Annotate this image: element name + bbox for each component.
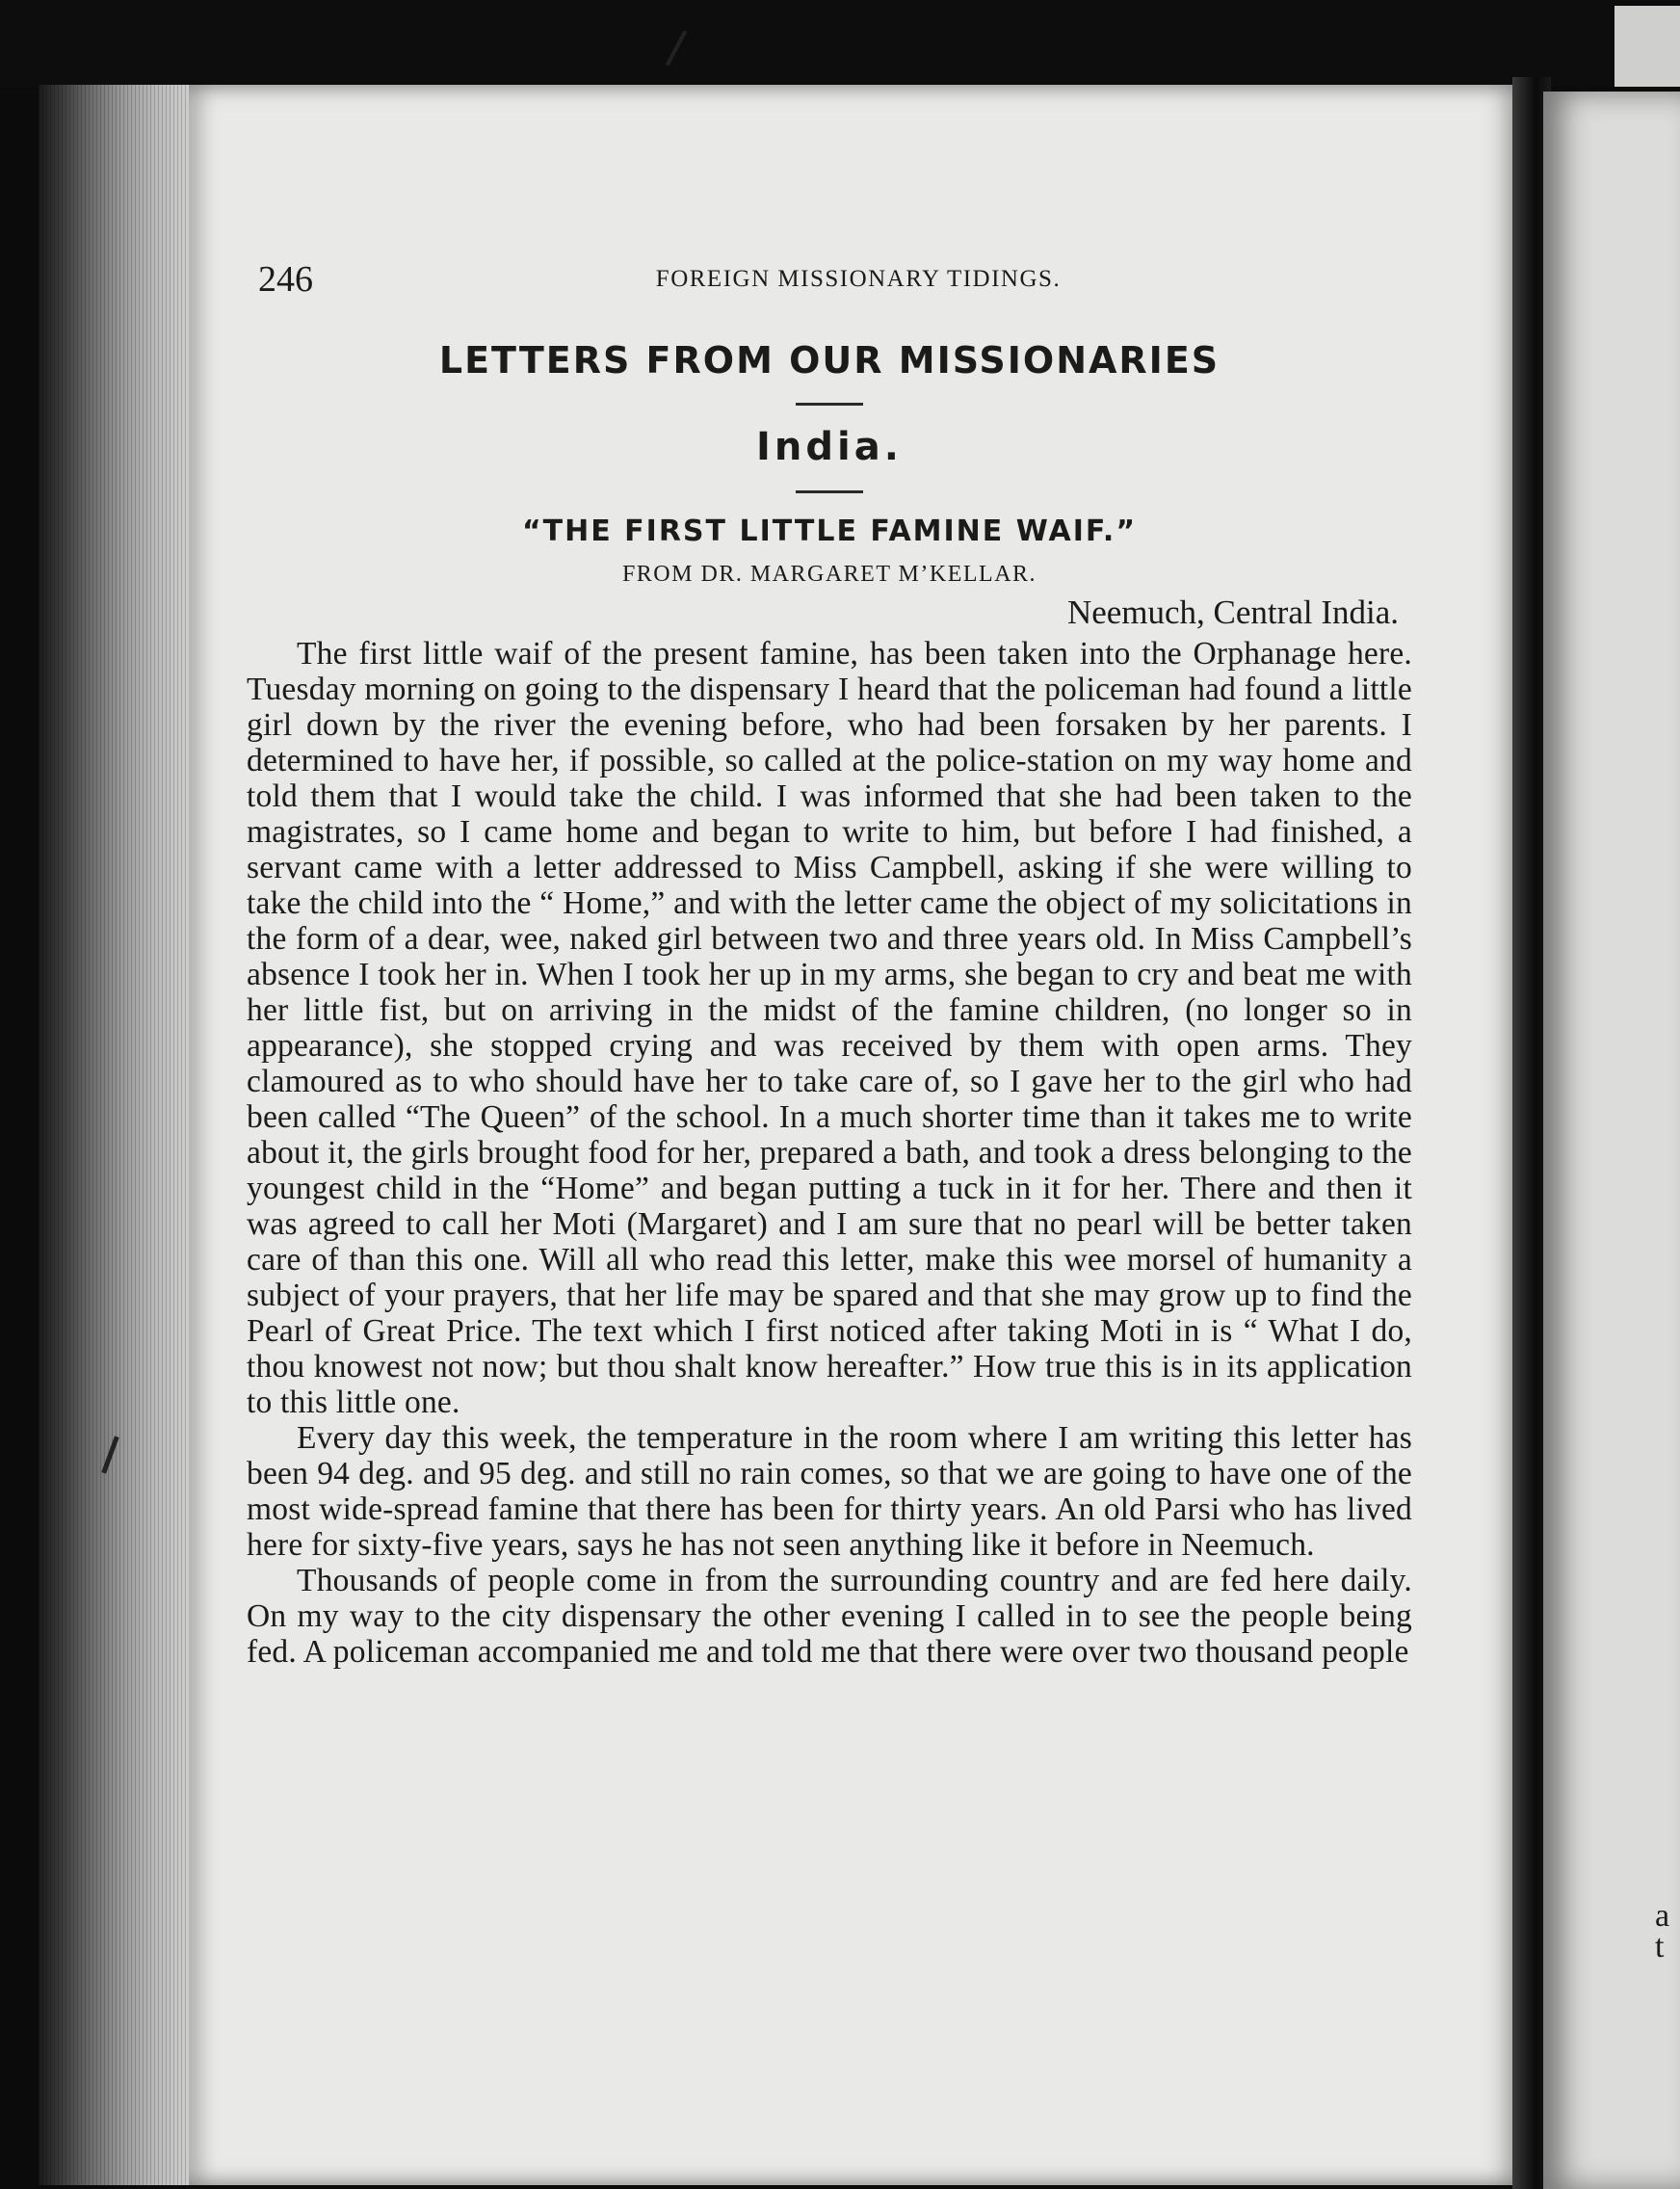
article-body bbox=[247, 636, 1412, 1670]
adjacent-page-corner bbox=[1614, 6, 1680, 87]
divider-rule bbox=[796, 490, 863, 493]
scan-background-top bbox=[0, 0, 1680, 87]
journal-title: FOREIGN MISSIONARY TIDINGS. bbox=[655, 266, 1062, 292]
paragraph: Every day this week, the temperature in the room where I am writing this letter has been 94 deg. and 95 deg. and still no rain comes, so that we are going to have one of the most wide-spread famine that there has been for thirty years. An old Parsi who has lived here for sixty-five years, says he has not seen anything like it before in Neemuch. bbox=[247, 1420, 1412, 1563]
article-byline: FROM DR. MARGARET M’KELLAR. bbox=[621, 562, 1037, 587]
paragraph: Thousands of people come in from the surrounding country and are fed here daily. On my way to the city dispensary the other evening I called in to see the people being fed. A policeman accompanied me and told me that there were over two thousand people bbox=[247, 1563, 1412, 1670]
page-content bbox=[247, 258, 1412, 1670]
adjacent-page bbox=[1543, 92, 1680, 2189]
page-number: 246 bbox=[258, 259, 313, 300]
divider-rule bbox=[796, 403, 863, 406]
region-title: India. bbox=[756, 425, 903, 469]
article-title: “THE FIRST LITTLE FAMINE WAIF.” bbox=[521, 514, 1138, 548]
section-title: LETTERS FROM OUR MISSIONARIES bbox=[438, 339, 1221, 382]
article-dateline: Neemuch, Central India. bbox=[1066, 593, 1399, 631]
running-head bbox=[247, 258, 1412, 306]
book-fore-edge bbox=[39, 85, 193, 2185]
adjacent-page-text-fragment: a bbox=[1655, 1898, 1670, 1934]
paragraph: The first little waif of the present famine, has been taken into the Orphanage here. Tuesday morning on going to the dispensary I heard that the policeman had found a little girl down by the river the evening before, who had been forsaken by her parents. I determined to have her, if possible, so called at the police-station on my way home and told them that I would take the child. I was informed that she had been taken to the magistrates, so I came home and began to write to him, but before I had finished, a servant came with a letter addressed to Miss Campbell, asking if she were willing to take the child into the “ Home,” and with the letter came the object of my solicitations in the form of a dear, wee, naked girl between two and three years old. In Miss Campbell’s absence I took her in. When I took her up in my arms, she began to cry and beat me with her little fist, but on arriving in the midst of the famine children, (no longer so in appearance), she stopped crying and was received by them with open arms. They clamoured as to who should have her to take care of, so I gave her to the girl who had been called “The Queen” of the school. In a much shorter time than it takes me to write about it, the girls brought food for her, prepared a bath, and took a dress belonging to the youngest child in the “Home” and began putting a tuck in it for her. There and then it was agreed to call her Moti (Margaret) and I am sure that no pearl will be better taken care of than this one. Will all who read this letter, make this wee morsel of humanity a subject of your prayers, that her life may be spared and that she may grow up to find the Pearl of Great Price. The text which I first noticed after taking Moti in is “ What I do, thou knowest not now; but thou shalt know hereafter.” How true this is in its application to this little one. bbox=[247, 636, 1412, 1420]
adjacent-page-text-fragment: t bbox=[1655, 1929, 1665, 1965]
